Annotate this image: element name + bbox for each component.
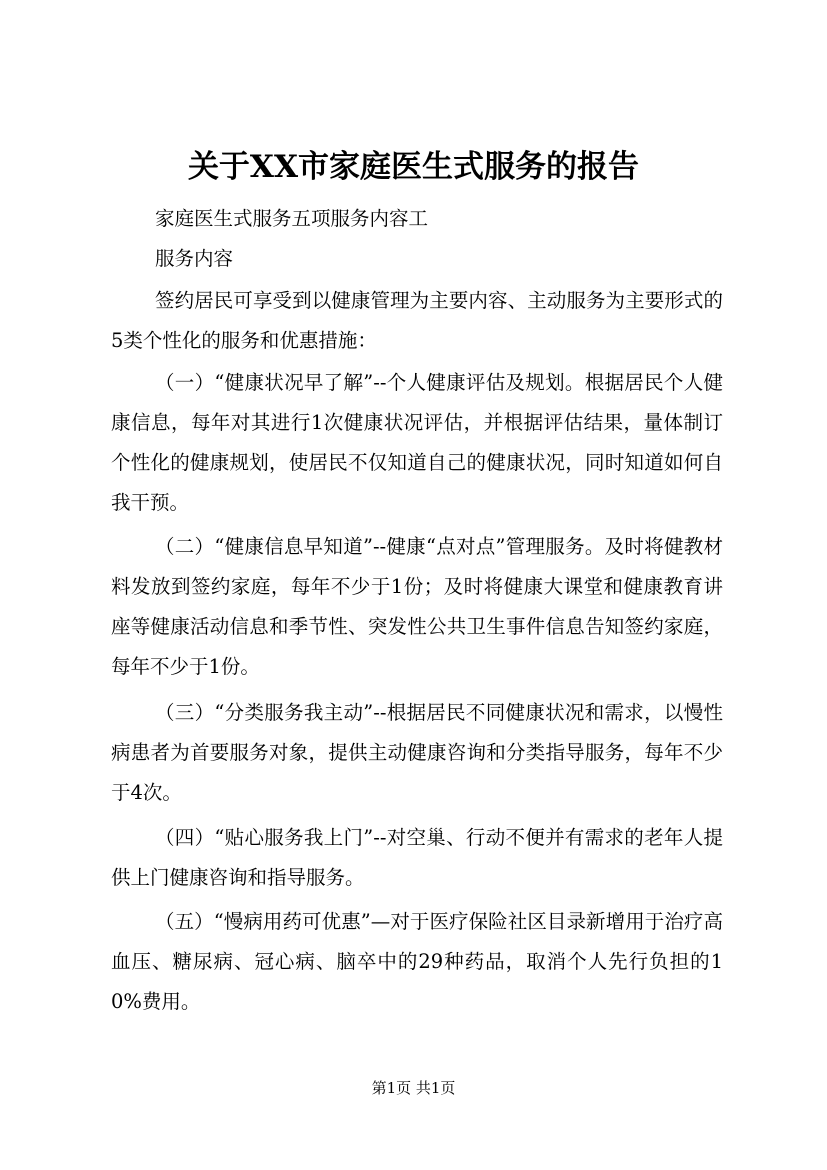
subtitle-line-2: 服务内容 xyxy=(155,247,234,270)
paragraph-item-2: （二）“健康信息早知道”--健康“点对点”管理服务。及时将健教材料发放到签约家庭，每年不少于1份；及时将健康大课堂和健康教育讲座等健康活动信息和季节性、突发性公共卫生事件信息告知签约家庭，每年不少于1份。 xyxy=(111,535,723,678)
paragraph-item-1: （一）“健康状况早了解”--个人健康评估及规划。根据居民个人健康信息，每年对其进行1次健康状况评估，并根据评估结果，量体制订个性化的健康规划，使居民不仅知道自己的健康状况，同时知道如何自我干预。 xyxy=(111,371,723,514)
subtitle-line-1: 家庭医生式服务五项服务内容工 xyxy=(155,207,429,230)
paragraph-item-4: （四）“贴心服务我上门”--对空巢、行动不便并有需求的老年人提供上门健康咨询和指导服务。 xyxy=(111,826,723,889)
paragraph-item-3: （三）“分类服务我主动”--根据居民不同健康状况和需求，以慢性病患者为首要服务对象，提供主动健康咨询和分类指导服务，每年不少于4次。 xyxy=(111,701,723,804)
paragraph-intro: 签约居民可享受到以健康管理为主要内容、主动服务为主要形式的5类个性化的服务和优惠措施： xyxy=(111,289,723,352)
page-footer: 第1页 共1页 xyxy=(371,1079,456,1097)
document-title: 关于XX市家庭医生式服务的报告 xyxy=(187,149,640,185)
paragraph-item-5: （五）“慢病用药可优惠”—对于医疗保险社区目录新增用于治疗高血压、糖尿病、冠心病、脑卒中的29种药品，取消个人先行负担的10%费用。 xyxy=(111,910,723,1013)
